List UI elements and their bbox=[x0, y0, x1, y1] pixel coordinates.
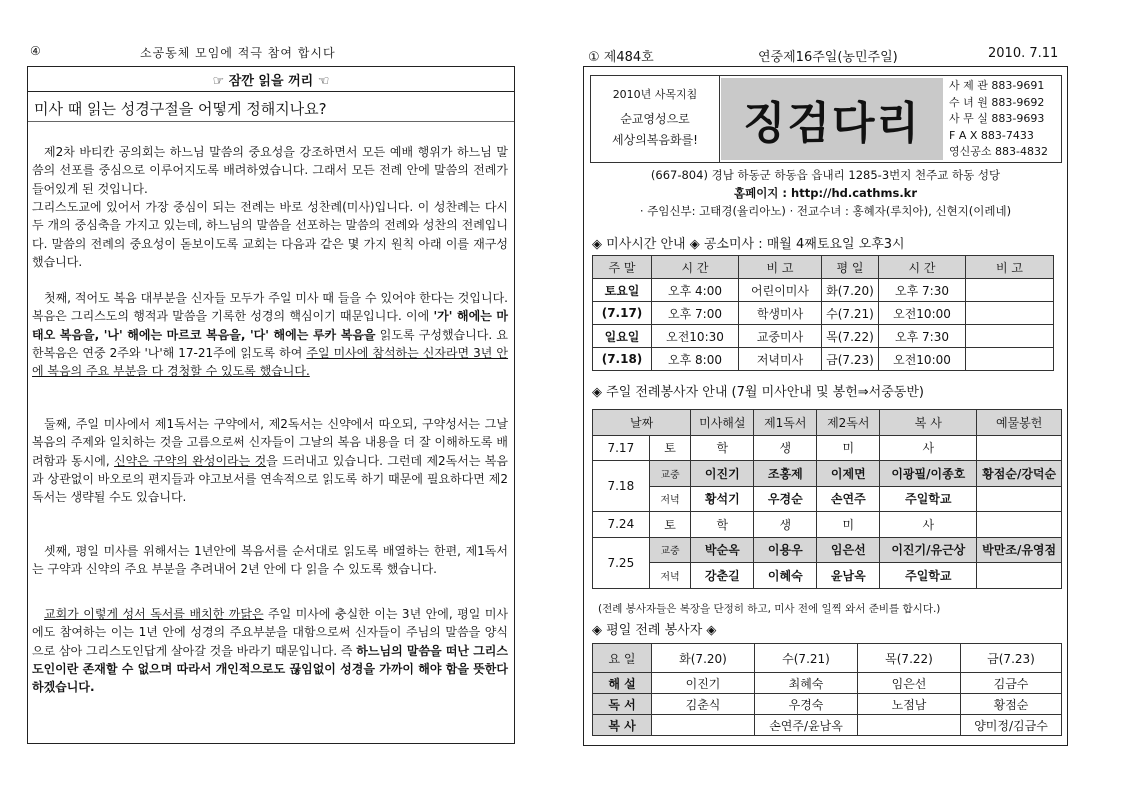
table-row bbox=[593, 512, 1062, 538]
cell: 손연주 bbox=[817, 486, 880, 512]
cell: 교중 bbox=[649, 461, 691, 487]
header-cell: 비 고 bbox=[739, 256, 822, 279]
cell: 저녁 bbox=[649, 486, 691, 512]
header-cell: 요 일 bbox=[593, 644, 652, 673]
cell: 조홍제 bbox=[754, 461, 817, 487]
text: 읽도록 구성했습니다. 요한복음은 연중 2주와 '나'해 17-21주에 읽도록 하여 bbox=[32, 327, 508, 360]
cell: 노점남 bbox=[858, 694, 961, 715]
table-row bbox=[593, 563, 1062, 589]
table-row bbox=[593, 435, 1062, 461]
homepage-link[interactable]: 홈페이지 : http://hd.cathms.kr bbox=[733, 186, 918, 200]
cell: 오전10:00 bbox=[879, 302, 966, 325]
cell bbox=[966, 302, 1054, 325]
cell: 윤남옥 bbox=[817, 563, 880, 589]
role-cell: 복 사 bbox=[593, 715, 652, 736]
underlined-text: 주일 미사에 참석하는 신자라면 3년 안에 복음의 주요 부분을 다 경청할 수 있도록 했습니다. bbox=[32, 345, 509, 379]
table-row bbox=[593, 461, 1062, 487]
liturgy-title: 연중제16주일(농민주일) bbox=[758, 50, 898, 65]
cell: (7.18) bbox=[593, 348, 652, 371]
cell: 박만조/유영점 bbox=[977, 537, 1062, 563]
cell: 우경숙 bbox=[755, 694, 858, 715]
guideline-line: 순교영성으로 bbox=[620, 112, 690, 126]
issue-number: ① 제484호 bbox=[588, 50, 654, 65]
paragraph-1b: 그리스도교에 있어서 가장 중심이 되는 전례는 바로 성찬례(미사)입니다. 이 성찬례는 다시 두 개의 중심축을 가지고 있는데, 하느님의 말씀을 선포하는 말씀의 전례와 성찬의 전례입니다. 말씀의 전례의 중요성이 돋보이도록 교회는 다음과 같은 몇 가지 원칙 아래 이를 재구성했습니다. bbox=[32, 200, 508, 269]
table-row bbox=[593, 715, 1062, 736]
bold-text: '가' 해에는 마태오 복음을, '나' 해에는 마르코 복음을, '다' 해에는 루카 복음을 bbox=[32, 309, 508, 342]
cell bbox=[966, 279, 1054, 302]
staff-line: · 주임신부: 고태경(율리아노) · 전교수녀 : 홍혜자(루치아), 신현지(이레네) bbox=[639, 204, 1012, 218]
cell: 저녁미사 bbox=[739, 348, 822, 371]
table-row bbox=[593, 537, 1062, 563]
header-cell: 목(7.22) bbox=[858, 644, 961, 673]
sunday-servers-title: ◈ 주일 전례봉사자 안내 (7월 미사안내 및 봉헌⇒서중동반) bbox=[592, 385, 924, 400]
header-cell: 복 사 bbox=[880, 410, 977, 436]
header-cell: 평 일 bbox=[822, 256, 879, 279]
cell: 토 bbox=[649, 435, 691, 461]
text: 주일 미사에 충실한 이는 3년 안에, 평일 미사에도 참여하는 이는 1년 안에 성경의 주요부분을 대함으로써 신자들이 주님의 말씀을 양식으로 삼아 그리스도인답게 살아갈 것을 바라기 때문입니다. 즉 bbox=[32, 607, 509, 658]
issue-date: 2010. 7.11 bbox=[988, 46, 1059, 61]
header-cell: 예물봉헌 bbox=[977, 410, 1062, 436]
cell: 임은선 bbox=[858, 673, 961, 694]
mass-schedule-table bbox=[592, 255, 1054, 371]
table-row bbox=[593, 279, 1054, 302]
reading-box bbox=[27, 66, 515, 744]
cell: 김춘식 bbox=[652, 694, 755, 715]
cell: 이혜숙 bbox=[754, 563, 817, 589]
cell: 이진기 bbox=[652, 673, 755, 694]
page-number: ④ bbox=[30, 44, 41, 58]
header-cell: 미사해설 bbox=[691, 410, 754, 436]
date-cell: 7.18 bbox=[593, 461, 650, 512]
cell: 이진기 bbox=[691, 461, 754, 487]
paragraph-1: 제2차 바티칸 공의회는 하느님 말씀의 중요성을 강조하면서 모든 예배 행위가 하느님 말씀의 선포를 중심으로 이루어지도록 배려하였습니다. 그래서 모든 전례 안에 말씀의 전례가 들어있게 된 것입니다. bbox=[32, 145, 508, 196]
cell: 학 bbox=[691, 512, 754, 538]
bold-text: 하느님의 말씀을 떠난 그리스도인이란 존재할 수 없으며 따라서 개인적으로도 끊임없이 성경을 가까이 해야 함을 뜻한다 하겠습니다. bbox=[32, 643, 508, 695]
cell bbox=[858, 715, 961, 736]
cell bbox=[966, 348, 1054, 371]
cell: 강춘길 bbox=[691, 563, 754, 589]
header-cell: 시 간 bbox=[652, 256, 739, 279]
cell: 화(7.20) bbox=[822, 279, 879, 302]
cell: 금(7.23) bbox=[822, 348, 879, 371]
cell: (7.17) bbox=[593, 302, 652, 325]
section-title: ☞ 잠깐 읽을 꺼리 ☜ bbox=[212, 74, 330, 89]
cell: 토 bbox=[649, 512, 691, 538]
servers-note: (전례 봉사자들은 복장을 단정히 하고, 미사 전에 일찍 와서 준비를 합시다.) bbox=[598, 603, 941, 615]
underlined-text: 신약은 구약의 완성이라는 것 bbox=[114, 453, 267, 468]
cell: 양미정/김금수 bbox=[961, 715, 1062, 736]
header-cell: 수(7.21) bbox=[755, 644, 858, 673]
header-cell: 제1독서 bbox=[754, 410, 817, 436]
text: 둘째, 주일 미사에서 제1독서는 구약에서, 제2독서는 신약에서 따오되, 구약성서는 그날 복음의 주제와 일치하는 것을 고름으로써 신자들이 그날의 복음 내용을 더 잘 이해하도록 배려함과 동시에, bbox=[32, 417, 508, 468]
cell bbox=[977, 512, 1062, 538]
mass-schedule-title: ◈ 미사시간 안내 ◈ 공소미사 : 매월 4째토요일 오후3시 bbox=[592, 237, 905, 252]
cell: 우경순 bbox=[754, 486, 817, 512]
cell: 오후 8:00 bbox=[652, 348, 739, 371]
cell: 박순옥 bbox=[691, 537, 754, 563]
guideline-year: 2010년 사목지침 bbox=[612, 88, 698, 101]
header-cell: 시 간 bbox=[879, 256, 966, 279]
table-header-row bbox=[593, 410, 1062, 436]
cell: 토요일 bbox=[593, 279, 652, 302]
cell: 이용우 bbox=[754, 537, 817, 563]
role-cell: 해 설 bbox=[593, 673, 652, 694]
cell: 오전10:00 bbox=[879, 348, 966, 371]
cell: 임은선 bbox=[817, 537, 880, 563]
table-row bbox=[593, 486, 1062, 512]
bulletin-logo: 징검다리 bbox=[721, 78, 943, 160]
cell: 일요일 bbox=[593, 325, 652, 348]
table-row bbox=[593, 694, 1062, 715]
cell: 수(7.21) bbox=[822, 302, 879, 325]
table-header-row bbox=[593, 256, 1054, 279]
header-cell: 비 고 bbox=[966, 256, 1054, 279]
bulletin-box bbox=[583, 66, 1068, 746]
pastoral-guideline bbox=[591, 76, 720, 162]
text: 을 드러내고 있습니다. 그런데 제2독서는 복음과 상관없이 바오로의 편지들과 야고보서를 연속적으로 읽도록 하기 때문에 필요하다면 제2독서는 생략될 수도 있습니다. bbox=[32, 453, 508, 505]
role-cell: 독 서 bbox=[593, 694, 652, 715]
cell bbox=[966, 325, 1054, 348]
header-cell: 화(7.20) bbox=[652, 644, 755, 673]
cell: 생 bbox=[754, 512, 817, 538]
cell: 이제면 bbox=[817, 461, 880, 487]
cell: 미 bbox=[817, 512, 880, 538]
cell: 오후 7:30 bbox=[879, 279, 966, 302]
guideline-line: 세상의복음화를! bbox=[612, 133, 698, 147]
cell: 오후 7:00 bbox=[652, 302, 739, 325]
cell: 오전10:30 bbox=[652, 325, 739, 348]
date-cell: 7.25 bbox=[593, 537, 650, 588]
cell: 저녁 bbox=[649, 563, 691, 589]
cell: 오후 7:30 bbox=[879, 325, 966, 348]
cell: 이광필/이종호 bbox=[880, 461, 977, 487]
cell: 생 bbox=[754, 435, 817, 461]
cell bbox=[652, 715, 755, 736]
header-cell: 금(7.23) bbox=[961, 644, 1062, 673]
header-cell: 제2독서 bbox=[817, 410, 880, 436]
table-row bbox=[593, 302, 1054, 325]
cell: 황점순/강덕순 bbox=[977, 461, 1062, 487]
cell: 교중 bbox=[649, 537, 691, 563]
divider bbox=[28, 121, 514, 122]
paragraph-2 bbox=[32, 289, 508, 380]
cell: 최혜숙 bbox=[755, 673, 858, 694]
paragraph-3 bbox=[32, 415, 508, 506]
slogan: 소공동체 모임에 적극 참여 합시다 bbox=[140, 46, 336, 60]
weekday-servers-table bbox=[592, 643, 1062, 736]
table-header-row bbox=[593, 644, 1062, 673]
paragraph-5 bbox=[32, 605, 508, 696]
date-cell: 7.24 bbox=[593, 512, 650, 538]
cell: 김금수 bbox=[961, 673, 1062, 694]
cell: 어린이미사 bbox=[739, 279, 822, 302]
contact-item: 영신공소 883-4832 bbox=[949, 145, 1048, 158]
question-heading: 미사 때 읽는 성경구절을 어떻게 정해지나요? bbox=[34, 100, 327, 118]
contact-item: F A X 883-7433 bbox=[949, 128, 1034, 142]
paragraph-4: 셋째, 평일 미사를 위해서는 1년안에 복음서를 순서대로 읽도록 배열하는 한편, 제1독서는 구약과 신약의 주요 부분을 추려내어 2년 안에 다 읽을 수 있도록 했습니다. bbox=[32, 544, 508, 577]
masthead bbox=[590, 75, 1062, 163]
cell: 교중미사 bbox=[739, 325, 822, 348]
church-address: (667-804) 경남 하동군 하동읍 읍내리 1285-3번지 천주교 하동 성당 bbox=[650, 168, 1001, 182]
cell: 손연주/윤남옥 bbox=[755, 715, 858, 736]
contact-list bbox=[949, 78, 1048, 161]
left-page-header bbox=[30, 44, 520, 60]
cell: 황석기 bbox=[691, 486, 754, 512]
cell: 황점순 bbox=[961, 694, 1062, 715]
table-row bbox=[593, 348, 1054, 371]
cell: 이진기/유근상 bbox=[880, 537, 977, 563]
date-cell: 7.17 bbox=[593, 435, 650, 461]
cell: 사 bbox=[880, 435, 977, 461]
contact-item: 사 무 실 883-9693 bbox=[949, 112, 1045, 125]
weekday-servers-title: ◈ 평일 전례 봉사자 ◈ bbox=[592, 623, 717, 638]
table-row bbox=[593, 673, 1062, 694]
underlined-text: 교회가 이렇게 성서 독서를 배치한 까닭은 bbox=[44, 607, 264, 621]
table-row bbox=[593, 325, 1054, 348]
contact-item: 수 녀 원 883-9692 bbox=[949, 95, 1045, 109]
cell bbox=[977, 486, 1062, 512]
header-cell: 날짜 bbox=[593, 410, 691, 436]
cell: 목(7.22) bbox=[822, 325, 879, 348]
sunday-servers-table bbox=[592, 409, 1062, 589]
cell: 학 bbox=[691, 435, 754, 461]
cell: 학생미사 bbox=[739, 302, 822, 325]
cell: 오후 4:00 bbox=[652, 279, 739, 302]
cell: 주일학교 bbox=[880, 486, 977, 512]
cell: 주일학교 bbox=[880, 563, 977, 589]
cell bbox=[977, 563, 1062, 589]
divider bbox=[28, 91, 514, 92]
cell: 미 bbox=[817, 435, 880, 461]
cell bbox=[977, 435, 1062, 461]
header-cell: 주 말 bbox=[593, 256, 652, 279]
text: 첫째, 적어도 복음 대부분을 신자들 모두가 주일 미사 때 들을 수 있어야 한다는 것입니다. 복음은 그리스도의 행적과 말씀을 기록한 성경의 핵심이기 때문입니다. 이에 bbox=[32, 291, 508, 324]
contact-item: 사 제 관 883-9691 bbox=[949, 79, 1045, 92]
cell: 사 bbox=[880, 512, 977, 538]
